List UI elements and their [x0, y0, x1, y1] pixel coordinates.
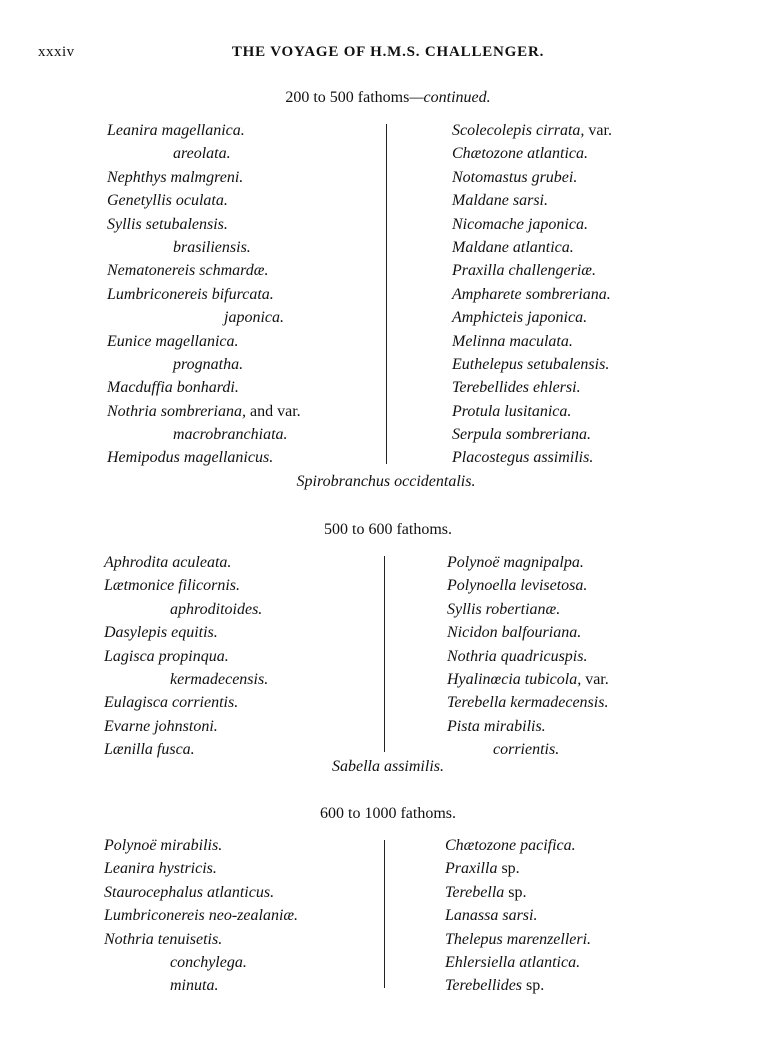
section-title: 200 to 500 fathoms—continued.: [285, 89, 491, 106]
species-entry: [447, 691, 747, 714]
species-name: Nothria sombreriana,: [107, 402, 246, 420]
species-name: Nematonereis schmardæ.: [107, 262, 269, 280]
species-name: Lumbriconereis neo-zealaniæ.: [104, 907, 299, 925]
species-entry: [104, 974, 384, 997]
right-column: [445, 834, 745, 998]
species-name: Macduffia bonhardi.: [107, 379, 239, 397]
species-name: Nicomache japonica.: [452, 215, 588, 233]
species-name: Notomastus grubei.: [452, 168, 578, 186]
species-name: Ehlersiella atlantica.: [445, 953, 581, 971]
species-name: japonica.: [224, 309, 284, 327]
species-qualifier: and var.: [245, 402, 301, 420]
species-qualifier: var.: [584, 122, 612, 139]
species-entry: [452, 376, 752, 399]
species-entry: [452, 236, 752, 259]
species-name: minuta.: [170, 977, 219, 995]
species-entry: [452, 306, 752, 329]
species-name: Amphicteis japonica.: [452, 309, 588, 327]
centered-species: Spirobranchus occidentalis.: [296, 473, 476, 490]
species-entry: [452, 330, 752, 353]
species-name: Pista mirabilis.: [447, 717, 546, 735]
species-entry: [107, 376, 387, 399]
species-entry: [107, 259, 387, 282]
section-title: 500 to 600 fathoms.: [324, 521, 452, 538]
species-entry: [107, 400, 387, 423]
species-entry: [104, 574, 384, 597]
species-entry: [445, 904, 745, 927]
species-name: Placostegus assimilis.: [452, 449, 594, 467]
left-column: [104, 834, 384, 998]
species-name: Euthelepus setubalensis.: [452, 355, 610, 373]
species-entry: [452, 259, 752, 282]
species-name: Maldane atlantica.: [452, 238, 574, 256]
species-entry: [107, 119, 387, 142]
species-entry: [104, 951, 384, 974]
species-name: Lætmonice filicornis.: [104, 577, 240, 595]
species-entry: [107, 446, 387, 469]
page-header: [0, 44, 776, 68]
species-name: Nephthys malmgreni.: [107, 168, 244, 186]
species-name: Nothria quadricuspis.: [447, 647, 588, 665]
species-name: Serpula sombreriana.: [452, 426, 591, 444]
species-entry: [107, 306, 387, 329]
column-divider: [386, 124, 387, 464]
species-name: Dasylepis equitis.: [104, 624, 218, 642]
running-title: THE VOYAGE OF H.M.S. CHALLENGER.: [231, 44, 545, 60]
species-name: Polynoë magnipalpa.: [447, 554, 584, 571]
species-name: Leanira hystricis.: [104, 860, 217, 878]
species-entry: [107, 236, 387, 259]
species-name: Maldane sarsi.: [452, 192, 548, 210]
species-name: Nothria tenuisetis.: [104, 930, 223, 948]
species-entry: [104, 715, 384, 738]
species-entry: [107, 353, 387, 376]
species-entry: [452, 400, 752, 423]
species-name: Ampharete sombreriana.: [452, 285, 611, 303]
species-name: Melinna maculata.: [452, 332, 573, 350]
right-column: [452, 119, 752, 470]
species-entry: [104, 645, 384, 668]
column-divider: [384, 840, 385, 988]
species-entry: [104, 881, 384, 904]
species-entry: [447, 574, 747, 597]
species-entry: [447, 598, 747, 621]
species-entry: [104, 551, 384, 574]
species-entry: [447, 645, 747, 668]
species-name: Terebella: [445, 883, 505, 901]
species-entry: [107, 283, 387, 306]
species-entry: [447, 668, 747, 691]
column-divider: [384, 556, 385, 752]
right-column: [447, 551, 747, 762]
species-name: Lumbriconereis bifurcata.: [107, 285, 274, 303]
species-name: Lagisca propinqua.: [104, 647, 229, 665]
species-entry: [107, 330, 387, 353]
centered-species: Sabella assimilis.: [331, 758, 444, 775]
species-name: Evarne johnstoni.: [104, 717, 218, 735]
species-name: corrientis.: [493, 741, 560, 759]
species-entry: [107, 166, 387, 189]
species-name: Chætozone atlantica.: [452, 145, 588, 163]
species-name: Syllis setubalensis.: [107, 215, 228, 233]
species-entry: [104, 904, 384, 927]
species-entry: [445, 951, 745, 974]
species-entry: [447, 551, 747, 574]
species-name: Protula lusitanica.: [452, 402, 572, 420]
species-entry: [452, 142, 752, 165]
species-entry: [107, 189, 387, 212]
species-name: Syllis robertianæ.: [447, 600, 561, 618]
species-name: Polynoella levisetosa.: [447, 577, 588, 595]
species-qualifier: sp.: [504, 883, 527, 901]
species-entry: [447, 715, 747, 738]
left-column: [104, 551, 384, 762]
species-name: Terebellides ehlersi.: [452, 379, 581, 397]
species-name: Chætozone pacifica.: [445, 837, 576, 854]
species-name: Leanira magellanica.: [107, 122, 245, 139]
species-entry: [445, 834, 745, 857]
species-entry: [445, 857, 745, 880]
species-name: Eulagisca corrientis.: [104, 694, 239, 712]
species-entry: [452, 446, 752, 469]
species-name: aphroditoides.: [170, 600, 263, 618]
species-entry: [104, 928, 384, 951]
species-entry: [452, 213, 752, 236]
species-entry: [452, 353, 752, 376]
page-number: xxxiv: [38, 44, 75, 60]
species-entry: [107, 423, 387, 446]
species-entry: [452, 423, 752, 446]
species-name: Aphrodita aculeata.: [104, 554, 232, 571]
species-entry: [447, 621, 747, 644]
species-name: Eunice magellanica.: [107, 332, 239, 350]
species-entry: [445, 974, 745, 997]
species-name: Hyalinœcia tubicola,: [447, 670, 582, 688]
species-entry: [104, 621, 384, 644]
species-name: kermadecensis.: [170, 670, 269, 688]
species-entry: [104, 691, 384, 714]
species-name: Hemipodus magellanicus.: [107, 449, 274, 467]
species-entry: [104, 857, 384, 880]
species-qualifier: sp.: [522, 977, 545, 995]
species-name: Lanassa sarsi.: [445, 907, 538, 925]
species-name: Praxilla challengeriæ.: [452, 262, 596, 280]
species-name: Terebella kermadecensis.: [447, 694, 609, 712]
species-entry: [445, 881, 745, 904]
species-name: brasiliensis.: [173, 238, 251, 256]
species-entry: [104, 598, 384, 621]
species-entry: [107, 142, 387, 165]
species-name: conchylega.: [170, 953, 247, 971]
species-name: Lænilla fusca.: [104, 741, 195, 759]
species-name: Staurocephalus atlanticus.: [104, 883, 275, 901]
species-name: Polynoë mirabilis.: [104, 837, 223, 854]
species-name: areolata.: [173, 145, 231, 163]
species-name: prognatha.: [173, 355, 244, 373]
species-entry: [452, 189, 752, 212]
species-entry: [452, 119, 752, 142]
species-entry: [107, 213, 387, 236]
left-column: [107, 119, 387, 470]
species-name: Scolecolepis cirrata,: [452, 122, 585, 139]
species-entry: [104, 668, 384, 691]
species-entry: [445, 928, 745, 951]
species-name: Thelepus marenzelleri.: [445, 930, 592, 948]
species-name: Nicidon balfouriana.: [447, 624, 582, 642]
species-qualifier: var.: [581, 670, 609, 688]
species-entry: [104, 834, 384, 857]
species-entry: [452, 283, 752, 306]
species-entry: [452, 166, 752, 189]
species-name: Genetyllis oculata.: [107, 192, 228, 210]
species-name: macrobranchiata.: [173, 426, 288, 444]
species-qualifier: sp.: [497, 860, 520, 878]
species-name: Terebellides: [445, 977, 523, 995]
species-name: Praxilla: [445, 860, 498, 878]
section-title: 600 to 1000 fathoms.: [320, 805, 456, 822]
